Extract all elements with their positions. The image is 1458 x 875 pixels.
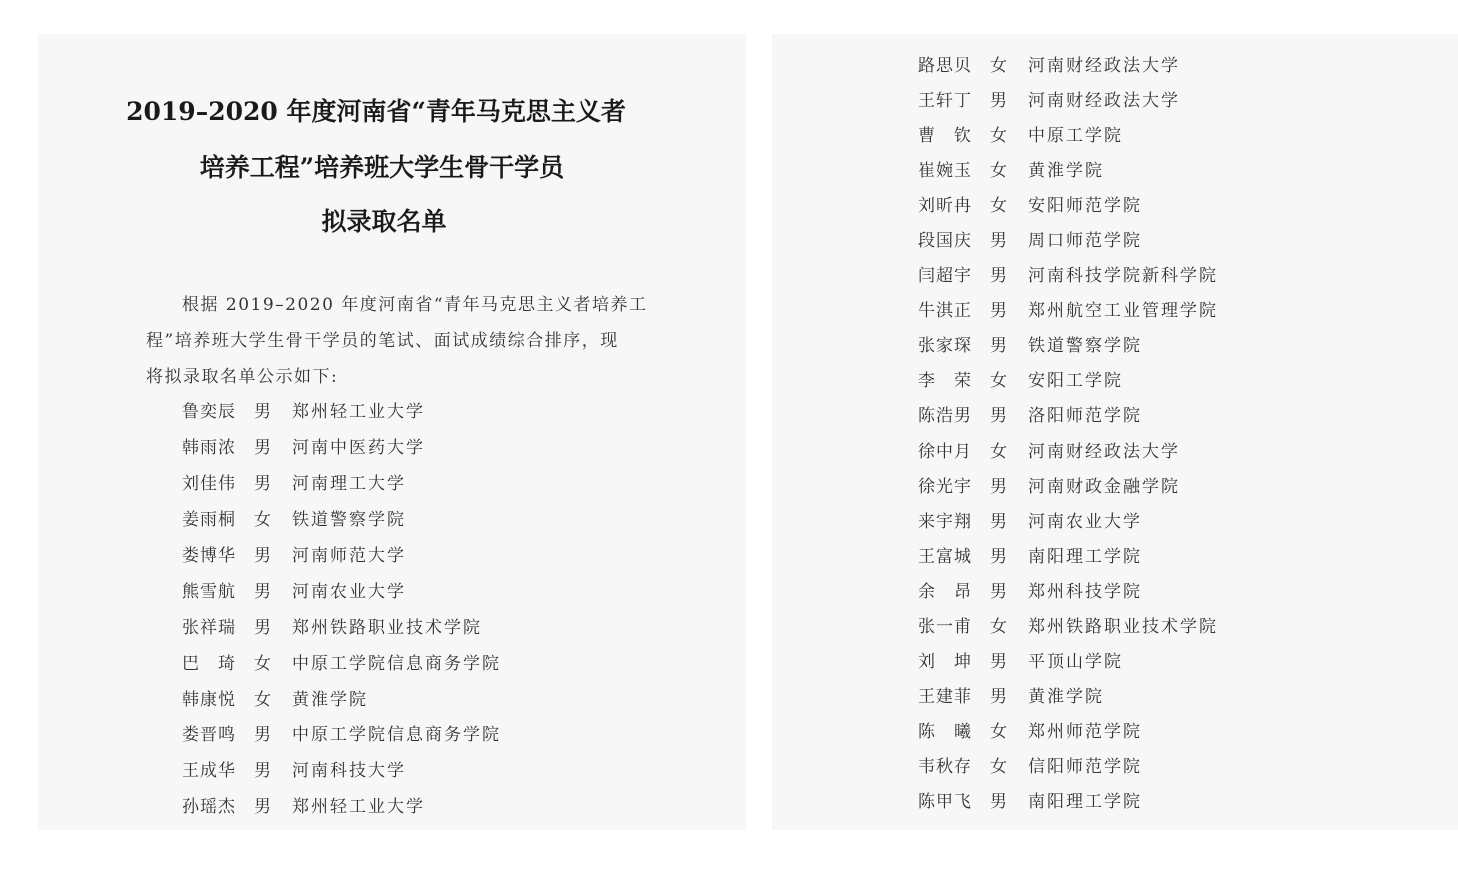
student-name: 鲁奕辰 bbox=[182, 402, 236, 423]
student-gender: 男 bbox=[254, 725, 271, 746]
list-item bbox=[918, 396, 1218, 431]
admission-list-left bbox=[182, 392, 501, 823]
student-name: 张祥瑞 bbox=[182, 617, 236, 638]
student-name: 李 荣 bbox=[918, 371, 972, 392]
student-name: 刘昕冉 bbox=[918, 196, 972, 217]
list-item bbox=[182, 643, 501, 679]
student-gender: 男 bbox=[990, 231, 1007, 252]
student-school: 河南财经政法大学 bbox=[1028, 91, 1180, 112]
student-school: 中原工学院 bbox=[1028, 126, 1123, 147]
student-gender: 女 bbox=[990, 441, 1007, 462]
list-item bbox=[918, 747, 1218, 782]
list-item bbox=[182, 500, 501, 536]
student-name: 陈甲飞 bbox=[918, 792, 972, 812]
intro-paragraph bbox=[146, 287, 646, 395]
student-gender: 男 bbox=[254, 438, 271, 459]
student-school: 黄淮学院 bbox=[1028, 161, 1104, 182]
list-item bbox=[918, 361, 1218, 396]
student-name: 韩康悦 bbox=[182, 689, 236, 710]
student-gender: 女 bbox=[990, 756, 1007, 777]
student-gender: 男 bbox=[990, 792, 1007, 812]
student-gender: 女 bbox=[990, 616, 1007, 637]
list-item bbox=[918, 467, 1218, 502]
student-gender: 女 bbox=[990, 721, 1007, 742]
list-item bbox=[918, 256, 1218, 291]
student-school: 平顶山学院 bbox=[1028, 651, 1123, 672]
student-gender: 男 bbox=[990, 336, 1007, 357]
student-school: 中原工学院信息商务学院 bbox=[292, 725, 501, 746]
student-name: 张家琛 bbox=[918, 336, 972, 357]
list-item bbox=[918, 326, 1218, 361]
student-gender: 男 bbox=[990, 511, 1007, 532]
student-school: 河南农业大学 bbox=[1028, 511, 1142, 532]
list-item bbox=[918, 572, 1218, 607]
student-name: 韩雨浓 bbox=[182, 438, 236, 459]
student-school: 郑州师范学院 bbox=[1028, 721, 1142, 742]
student-school: 郑州铁路职业技术学院 bbox=[1028, 616, 1218, 637]
student-gender: 女 bbox=[990, 56, 1007, 77]
student-gender: 男 bbox=[254, 546, 271, 566]
student-school: 南阳理工学院 bbox=[1028, 792, 1142, 812]
intro-line-1: 根据 2019–2020 年度河南省“青年马克思主义者培养工 bbox=[182, 295, 648, 315]
student-gender: 男 bbox=[990, 651, 1007, 672]
student-gender: 女 bbox=[990, 161, 1007, 182]
student-name: 徐中月 bbox=[918, 441, 972, 462]
document-page-left bbox=[38, 34, 746, 830]
student-school: 安阳工学院 bbox=[1028, 371, 1123, 392]
list-item bbox=[918, 81, 1218, 116]
list-item bbox=[182, 715, 501, 751]
student-school: 郑州轻工业大学 bbox=[292, 402, 425, 423]
list-item bbox=[182, 536, 501, 572]
student-name: 娄博华 bbox=[182, 546, 236, 566]
student-school: 黄淮学院 bbox=[1028, 686, 1104, 707]
student-gender: 女 bbox=[254, 510, 271, 531]
student-school: 郑州航空工业管理学院 bbox=[1028, 301, 1218, 322]
student-school: 河南师范大学 bbox=[292, 546, 406, 566]
student-name: 牛淇正 bbox=[918, 301, 972, 322]
student-name: 巴 琦 bbox=[182, 653, 236, 674]
list-item bbox=[918, 46, 1218, 81]
student-name: 徐光宇 bbox=[918, 476, 972, 497]
student-gender: 女 bbox=[254, 689, 271, 710]
student-school: 河南中医药大学 bbox=[292, 438, 425, 459]
student-name: 张一甫 bbox=[918, 616, 972, 637]
student-name: 陈浩男 bbox=[918, 406, 972, 427]
student-school: 河南农业大学 bbox=[292, 581, 406, 602]
student-school: 河南财经政法大学 bbox=[1028, 56, 1180, 77]
list-item bbox=[182, 392, 501, 428]
list-item bbox=[182, 751, 501, 787]
intro-line-3: 将拟录取名单公示如下: bbox=[146, 367, 339, 387]
student-school: 黄淮学院 bbox=[292, 689, 368, 710]
student-name: 王富城 bbox=[918, 546, 972, 567]
student-gender: 男 bbox=[254, 581, 271, 602]
student-school: 铁道警察学院 bbox=[292, 510, 406, 531]
student-name: 曹 钦 bbox=[918, 126, 972, 147]
student-gender: 男 bbox=[990, 546, 1007, 567]
student-name: 刘佳伟 bbox=[182, 474, 236, 495]
student-school: 中原工学院信息商务学院 bbox=[292, 653, 501, 674]
list-item bbox=[918, 537, 1218, 572]
student-name: 熊雪航 bbox=[182, 581, 236, 602]
student-name: 段国庆 bbox=[918, 231, 972, 252]
intro-line-2: 程”培养班大学生骨干学员的笔试、面试成绩综合排序，现 bbox=[146, 331, 619, 351]
list-item bbox=[918, 677, 1218, 712]
student-name: 王成华 bbox=[182, 761, 236, 782]
list-item bbox=[182, 607, 501, 643]
student-gender: 女 bbox=[990, 196, 1007, 217]
list-item bbox=[918, 221, 1218, 256]
list-item bbox=[918, 782, 1218, 817]
student-name: 韦秋存 bbox=[918, 756, 972, 777]
list-item bbox=[182, 679, 501, 715]
student-name: 陈 曦 bbox=[918, 721, 972, 742]
list-item bbox=[918, 291, 1218, 326]
document-title-line-1: 2019–2020 年度河南省“青年马克思主义者 bbox=[126, 97, 626, 126]
student-gender: 男 bbox=[990, 686, 1007, 707]
document-page-right bbox=[772, 34, 1458, 830]
student-name: 来宇翔 bbox=[918, 511, 972, 532]
student-school: 郑州铁路职业技术学院 bbox=[292, 617, 482, 638]
list-item bbox=[918, 432, 1218, 467]
student-gender: 男 bbox=[990, 266, 1007, 287]
student-name: 刘 坤 bbox=[918, 651, 972, 672]
list-item bbox=[182, 428, 501, 464]
list-item bbox=[182, 571, 501, 607]
student-gender: 男 bbox=[254, 617, 271, 638]
student-school: 河南财经政法大学 bbox=[1028, 441, 1180, 462]
student-gender: 男 bbox=[990, 301, 1007, 322]
student-name: 孙瑶杰 bbox=[182, 797, 236, 818]
list-item bbox=[918, 502, 1218, 537]
list-item bbox=[918, 642, 1218, 677]
student-name: 崔婉玉 bbox=[918, 161, 972, 182]
student-school: 周口师范学院 bbox=[1028, 231, 1142, 252]
student-school: 河南财政金融学院 bbox=[1028, 476, 1180, 497]
student-school: 河南科技大学 bbox=[292, 761, 406, 782]
student-gender: 男 bbox=[990, 476, 1007, 497]
student-gender: 男 bbox=[990, 581, 1007, 602]
list-item bbox=[918, 151, 1218, 186]
student-gender: 男 bbox=[254, 474, 271, 495]
document-title-line-3: 拟录取名单 bbox=[321, 207, 447, 236]
student-name: 娄晋鸣 bbox=[182, 725, 236, 746]
student-name: 王轩丁 bbox=[918, 91, 972, 112]
student-school: 洛阳师范学院 bbox=[1028, 406, 1142, 427]
list-item bbox=[182, 464, 501, 500]
student-name: 路思贝 bbox=[918, 56, 972, 77]
admission-list-right bbox=[918, 46, 1218, 817]
student-school: 安阳师范学院 bbox=[1028, 196, 1142, 217]
student-name: 余 昂 bbox=[918, 581, 972, 602]
student-school: 河南科技学院新科学院 bbox=[1028, 266, 1218, 287]
student-name: 闫超宇 bbox=[918, 266, 972, 287]
student-gender: 男 bbox=[990, 91, 1007, 112]
list-item bbox=[918, 607, 1218, 642]
student-school: 南阳理工学院 bbox=[1028, 546, 1142, 567]
student-gender: 男 bbox=[990, 406, 1007, 427]
document-title-line-2: 培养工程”培养班大学生骨干学员 bbox=[199, 153, 565, 182]
list-item bbox=[182, 787, 501, 823]
student-school: 郑州科技学院 bbox=[1028, 581, 1142, 602]
student-gender: 男 bbox=[254, 761, 271, 782]
student-school: 郑州轻工业大学 bbox=[292, 797, 425, 818]
student-school: 铁道警察学院 bbox=[1028, 336, 1142, 357]
list-item bbox=[918, 712, 1218, 747]
student-gender: 男 bbox=[254, 797, 271, 818]
student-gender: 男 bbox=[254, 402, 271, 423]
list-item bbox=[918, 186, 1218, 221]
student-name: 王建菲 bbox=[918, 686, 972, 707]
student-school: 河南理工大学 bbox=[292, 474, 406, 495]
student-school: 信阳师范学院 bbox=[1028, 756, 1142, 777]
student-gender: 女 bbox=[990, 371, 1007, 392]
student-gender: 女 bbox=[990, 126, 1007, 147]
student-name: 姜雨桐 bbox=[182, 510, 236, 531]
student-gender: 女 bbox=[254, 653, 271, 674]
list-item bbox=[918, 116, 1218, 151]
